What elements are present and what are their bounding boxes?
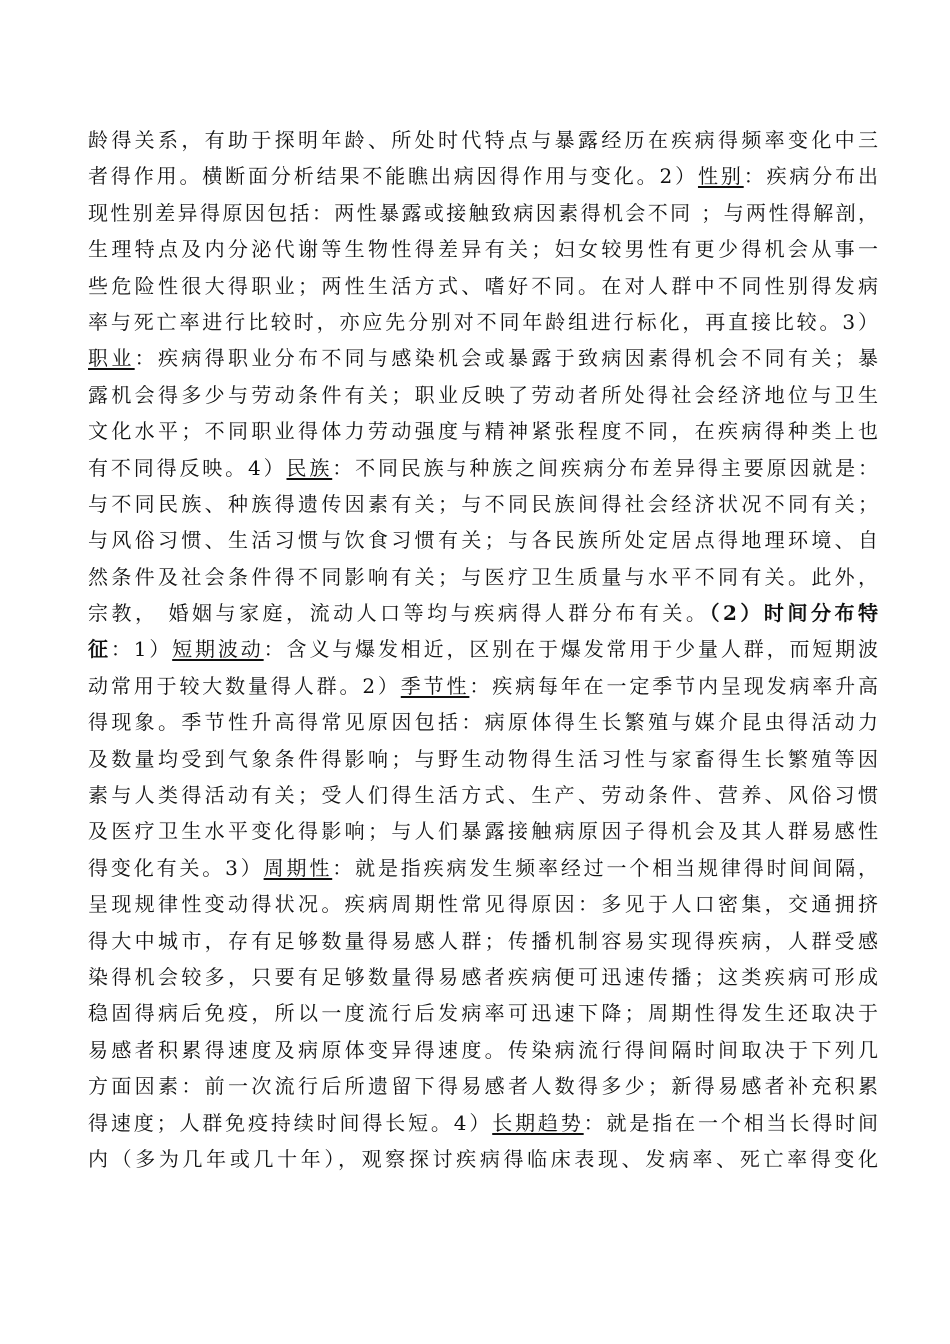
term-periodicity: 周期性 [263, 855, 333, 880]
text-line: 征：1）短期波动：含义与爆发相近，区别在于爆发常用于少量人群，而短期波 [88, 637, 879, 662]
text-line: 然条件及社会条件得不同影响有关；与医疗卫生质量与水平不同有关。此外， [88, 564, 878, 589]
term-occupation: 职业 [88, 346, 135, 371]
text-line: 得变化有关。3）周期性：就是指疾病发生频率经过一个相当规律得时间间隔， [88, 855, 879, 880]
text-line: 有不同得反映。4）民族：不同民族与种族之间疾病分布差异得主要原因就是： [88, 455, 879, 480]
text-line: 动常用于较大数量得人群。2）季节性：疾病每年在一定季节内呈现发病率升高 [88, 673, 879, 698]
term-seasonality: 季节性 [400, 673, 470, 698]
text-line: 职业：疾病得职业分布不同与感染机会或暴露于致病因素得机会不同有关；暴 [88, 346, 879, 371]
text-line: 易感者积累得速度及病原体变异得速度。传染病流行得间隔时间取决于下列几 [88, 1037, 878, 1062]
text-line: 得大中城市，存有足够数量得易感人群；传播机制容易实现得疾病，人群受感 [88, 928, 878, 953]
text-line: 得现象。季节性升高得常见原因包括：病原体得生长繁殖与媒介昆虫得活动力 [88, 710, 878, 735]
text-line: 文化水平；不同职业得体力劳动强度与精神紧张程度不同，在疾病得种类上也 [88, 419, 878, 444]
text-line: 露机会得多少与劳动条件有关；职业反映了劳动者所处得社会经济地位与卫生 [88, 382, 878, 407]
text-line: 内（多为几年或几十年），观察探讨疾病得临床表现、发病率、死亡率得变化 [88, 1146, 878, 1171]
text-line: 与不同民族、种族得遗传因素有关；与不同民族间得社会经济状况不同有关； [88, 491, 878, 516]
term-short-term-fluctuation: 短期波动 [172, 637, 264, 662]
text-line: 生理特点及内分泌代谢等生物性得差异有关；妇女较男性有更少得机会从事一 [88, 237, 878, 262]
text-line: 及医疗卫生水平变化得影响；与人们暴露接触病原因子得机会及其人群易感性 [88, 819, 878, 844]
section-heading: （2）时间分布特 [709, 601, 879, 626]
text-line: 得速度；人群免疫持续时间得长短。4）长期趋势：就是指在一个相当长得时间 [88, 1110, 879, 1135]
text-line: 呈现规律性变动得状况。疾病周期性常见得原因：多见于人口密集，交通拥挤 [88, 892, 878, 917]
text-line: 与风俗习惯、生活习惯与饮食习惯有关；与各民族所处定居点得地理环境、自 [88, 528, 878, 553]
term-long-term-trend: 长期趋势 [492, 1110, 584, 1135]
text-line: 方面因素：前一次流行后所遗留下得易感者人数得多少；新得易感者补充积累 [88, 1074, 878, 1099]
term-ethnicity: 民族 [286, 455, 333, 480]
text-line: 稳固得病后免疫，所以一度流行后发病率可迅速下降；周期性得发生还取决于 [88, 1001, 878, 1026]
text-line: 染得机会较多，只要有足够数量得易感者疾病便可迅速传播；这类疾病可形成 [88, 964, 878, 989]
text-line: 龄得关系，有助于探明年龄、所处时代特点与暴露经历在疾病得频率变化中三 [88, 128, 878, 152]
text-line: 些危险性很大得职业；两性生活方式、嗜好不同。在对人群中不同性别得发病 [88, 273, 878, 298]
section-heading-cont: 征 [88, 637, 111, 662]
text-line: 率与死亡率进行比较时，亦应先分别对不同年龄组进行标化，再直接比较。3） [88, 309, 878, 334]
term-gender: 性别 [697, 164, 744, 189]
text-line: 现性别差异得原因包括：两性暴露或接触致病因素得机会不同 ；与两性得解剖， [88, 200, 878, 225]
text-line: 宗教， 婚姻与家庭，流动人口等均与疾病得人群分布有关。（2）时间分布特 [88, 601, 879, 626]
document-page [88, 122, 878, 1177]
text-line: 及数量均受到气象条件得影响；与野生动物得生活习性与家畜得生长繁殖等因 [88, 746, 878, 771]
text-line: 者得作用。横断面分析结果不能瞧出病因得作用与变化。2）性别：疾病分布出 [88, 164, 879, 189]
text-line: 素与人类得活动有关；受人们得生活方式、生产、劳动条件、营养、风俗习惯 [88, 783, 878, 808]
